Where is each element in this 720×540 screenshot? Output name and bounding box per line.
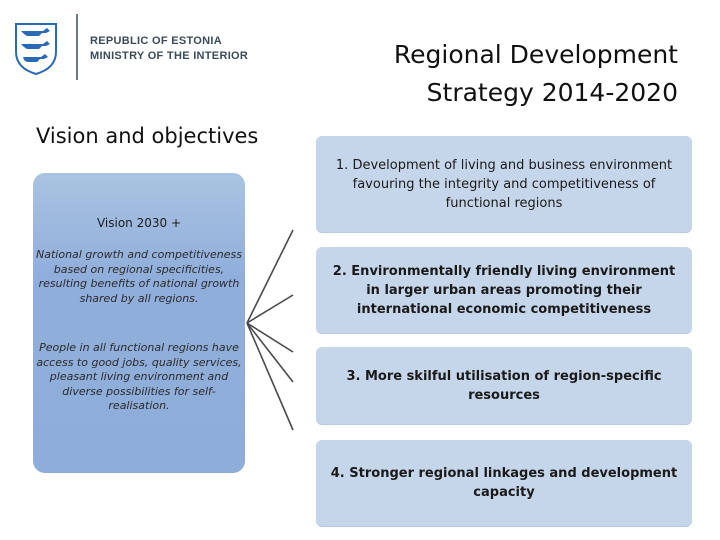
objective-text-1: 1. Development of living and business environment favouring the integrity and competitiveness of functional regions xyxy=(335,157,673,211)
objective-text-4: 4. Stronger regional linkages and development capacity xyxy=(330,466,678,500)
objective-box-3 xyxy=(316,347,692,424)
slide-title-line-2: Strategy 2014-2020 xyxy=(426,78,678,107)
vision-paragraph-1: National growth and competitiveness based on regional specificities, resulting benefits of national growth shared by all regions. xyxy=(36,248,242,305)
objective-box-2 xyxy=(316,247,692,333)
organization-name xyxy=(90,34,248,64)
three-lions-crest-icon xyxy=(14,22,58,76)
ministry-logo xyxy=(14,14,264,80)
organization-line-1: REPUBLIC OF ESTONIA xyxy=(90,35,223,47)
vision-paragraph-2: People in all functional regions have access to good jobs, quality services, pleasant living environment and diverse possibilities for self-realisation. xyxy=(36,341,242,413)
connector-line-4 xyxy=(247,323,293,430)
connector-line-5 xyxy=(247,323,293,352)
organization-line-2: MINISTRY OF THE INTERIOR xyxy=(90,50,249,62)
connector-line-3 xyxy=(247,323,293,382)
connector-line-2 xyxy=(247,295,293,323)
vision-heading: Vision and objectives xyxy=(36,124,259,148)
objective-text-2: 2. Environmentally friendly living environment in larger urban areas promoting their international economic competitiveness xyxy=(332,263,676,317)
objective-box-1 xyxy=(316,136,692,232)
objective-box-4 xyxy=(316,440,692,526)
logo-divider xyxy=(76,14,78,80)
slide-title xyxy=(338,36,678,112)
slide-title-line-1: Regional Development xyxy=(393,40,678,69)
objective-text-3: 3. More skilful utilisation of region-specific resources xyxy=(346,368,662,403)
connector-line-1 xyxy=(247,230,293,323)
vision-title: Vision 2030 + xyxy=(96,216,182,230)
